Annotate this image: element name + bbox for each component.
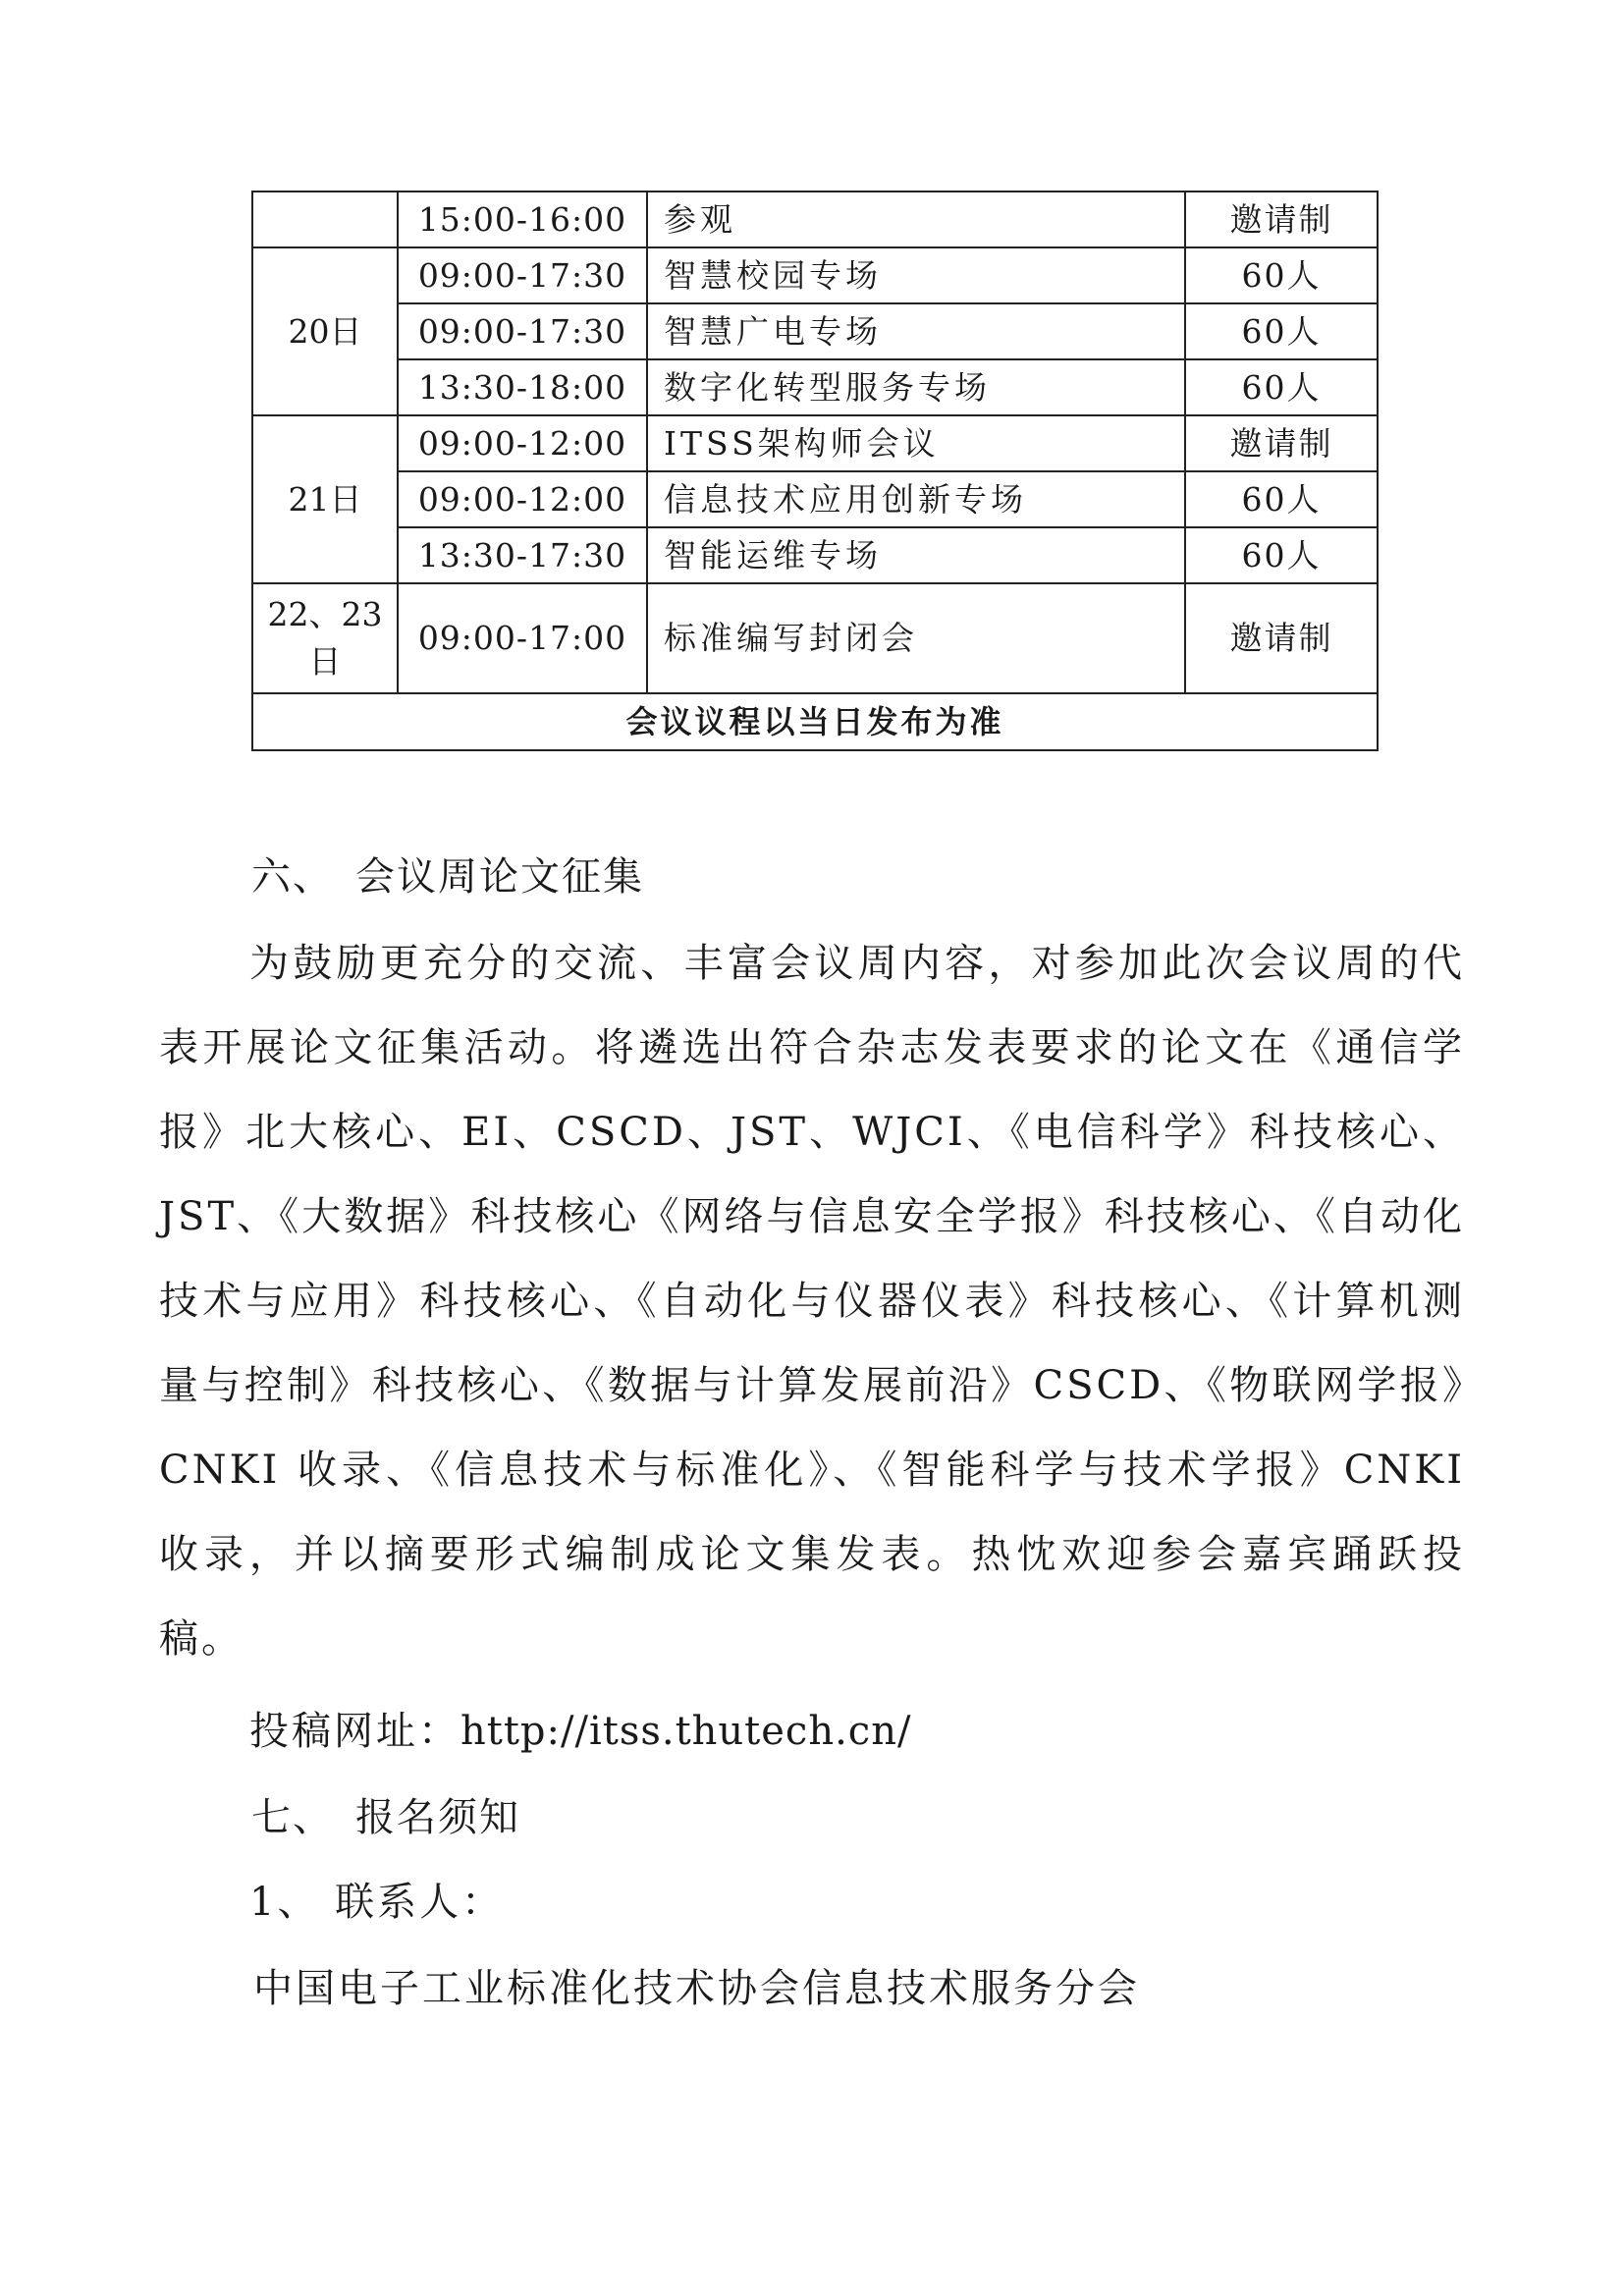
table-footer-row (252, 693, 1378, 750)
table-footer-note: 会议议程以当日发布为准 (252, 693, 1378, 750)
section-7-heading (251, 1793, 520, 1842)
section-6-body: 为鼓励更充分的交流、丰富会议周内容，对参加此次会议周的代表开展论文征集活动。将遴选出符合杂志发表要求的论文在《通信学报》北大核心、EI、CSCD、JST、WJCI、《电信科学》科技核心、JST、《大数据》科技核心《网络与信息安全学报》科技核心、《自动化技术与应用》科技核心、《自动化与仪器仪表》科技核心、《计算机测量与控制》科技核心、《数据与计算发展前沿》CSCD、《物联网学报》CNKI 收录、《信息技术与标准化》、《智能科学与技术学报》CNKI 收录，并以摘要形式编制成论文集发表。热忱欢迎参会嘉宾踊跃投稿。 (159, 941, 1465, 1662)
seats-cell: 邀请制 (1185, 191, 1378, 247)
topic-cell: ITSS架构师会议 (647, 415, 1185, 471)
day-cell: 20日 (252, 247, 398, 415)
submission-url-link[interactable]: http://itss.thutech.cn/ (460, 1709, 912, 1754)
table-row (252, 527, 1378, 583)
contact-item: 1、 联系人： (249, 1880, 505, 1925)
table-row (252, 415, 1378, 471)
submission-url-line (249, 1707, 911, 1756)
section-7-title: 报名须知 (355, 1795, 520, 1840)
time-cell: 13:30-18:00 (398, 359, 647, 415)
section-6-heading (251, 852, 644, 902)
time-cell: 09:00-17:30 (398, 303, 647, 359)
section-7-number: 七、 (251, 1795, 334, 1840)
table-row (252, 191, 1378, 247)
submission-url-label: 投稿网址： (249, 1709, 460, 1754)
seats-cell: 邀请制 (1185, 415, 1378, 471)
seats-cell: 60人 (1185, 471, 1378, 527)
table-row (252, 247, 1378, 303)
time-cell: 09:00-17:00 (398, 583, 647, 693)
table-row (252, 359, 1378, 415)
seats-cell: 60人 (1185, 359, 1378, 415)
section-6-number: 六、 (251, 854, 334, 900)
table-row (252, 303, 1378, 359)
seats-cell: 邀请制 (1185, 583, 1378, 693)
time-cell: 09:00-17:30 (398, 247, 647, 303)
table-row (252, 583, 1378, 693)
seats-cell: 60人 (1185, 527, 1378, 583)
contact-organization: 中国电子工业标准化技术协会信息技术服务分会 (253, 1966, 1140, 2011)
topic-cell: 智慧校园专场 (647, 247, 1185, 303)
topic-cell: 数字化转型服务专场 (647, 359, 1185, 415)
topic-cell: 智能运维专场 (647, 527, 1185, 583)
time-cell: 15:00-16:00 (398, 191, 647, 247)
section-6-title: 会议周论文征集 (355, 854, 644, 900)
time-cell: 09:00-12:00 (398, 415, 647, 471)
day-cell (252, 191, 398, 247)
time-cell: 13:30-17:30 (398, 527, 647, 583)
topic-cell: 信息技术应用创新专场 (647, 471, 1185, 527)
seats-cell: 60人 (1185, 303, 1378, 359)
topic-cell: 智慧广电专场 (647, 303, 1185, 359)
day-cell: 21日 (252, 415, 398, 583)
seats-cell: 60人 (1185, 247, 1378, 303)
schedule-table (251, 191, 1379, 751)
time-cell: 09:00-12:00 (398, 471, 647, 527)
topic-cell: 参观 (647, 191, 1185, 247)
topic-cell: 标准编写封闭会 (647, 583, 1185, 693)
table-row (252, 471, 1378, 527)
day-cell: 22、23日 (252, 583, 398, 693)
